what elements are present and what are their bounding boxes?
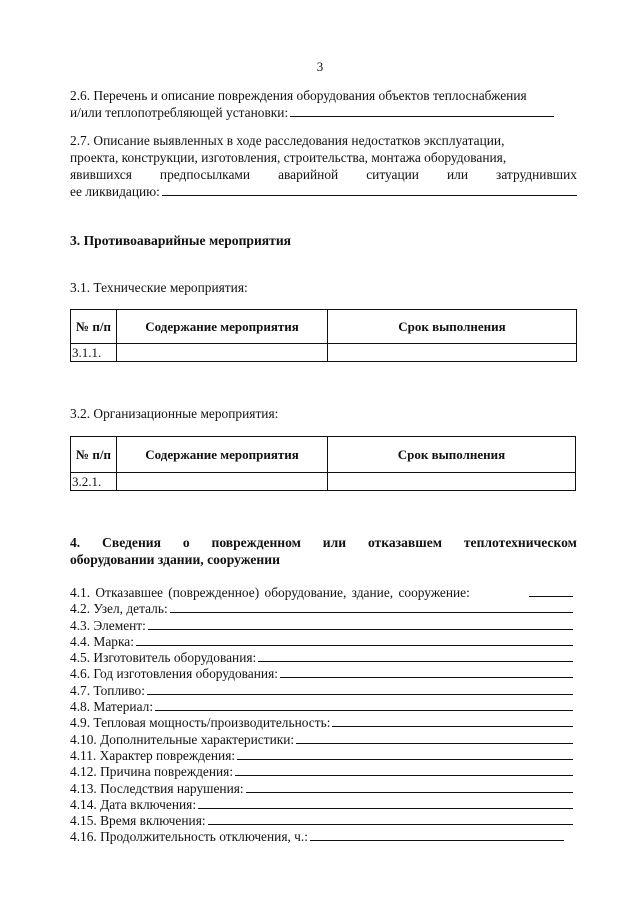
justified-word: или (322, 535, 347, 550)
field-item (70, 683, 573, 699)
section-3-heading: 3. Противоаварийные мероприятия (70, 233, 292, 248)
paragraph-line (70, 149, 577, 166)
field-label: 4.5. Изготовитель оборудования: (70, 650, 257, 666)
blank-fill-line[interactable] (170, 601, 573, 613)
paragraph-2-6 (70, 87, 577, 121)
field-label: 4.10. Дополнительные характеристики: (70, 731, 295, 747)
field-item (70, 748, 573, 764)
justified-word: отказавшем (367, 535, 443, 550)
header-content: Содержание мероприятия (117, 310, 328, 344)
paragraph-line-justified (70, 166, 577, 183)
row-content-cell[interactable] (117, 344, 328, 362)
heading-line: оборудовании здании, сооружении (70, 552, 280, 567)
row-content-cell[interactable] (117, 473, 328, 491)
paragraph-text: 2.6. Перечень и описание повреждения оборудования объектов теплоснабжения (70, 88, 527, 103)
paragraph-line (70, 87, 577, 104)
paragraph-text: ее ликвидацию: (70, 184, 160, 199)
field-label: 4.12. Причина повреждения: (70, 764, 234, 780)
table-row (71, 473, 576, 491)
row-deadline-cell[interactable] (328, 344, 577, 362)
equipment-fields-list (70, 585, 573, 846)
blank-fill-line[interactable] (198, 797, 573, 809)
field-item (70, 601, 573, 617)
paragraph-text: 2.7. Описание выявленных в ходе расследования недостатков эксплуатации, (70, 133, 505, 148)
justified-word: затруднивших (496, 167, 577, 182)
field-item (70, 797, 573, 813)
field-item (70, 732, 573, 748)
page-number: 3 (316, 59, 324, 74)
tech-measures-label: 3.1. Технические мероприятия: (70, 280, 248, 295)
paragraph-line (70, 183, 577, 200)
blank-fill-line[interactable] (147, 683, 573, 695)
justified-word: предпосылками (159, 167, 251, 182)
blank-fill-line[interactable] (258, 650, 573, 662)
field-label: 4.14. Дата включения: (70, 796, 197, 812)
row-number: 3.2.1. (71, 473, 117, 491)
blank-fill-line[interactable] (296, 732, 573, 744)
blank-fill-line[interactable] (310, 829, 564, 841)
section-4-heading (70, 534, 577, 568)
justified-word: явившихся (70, 167, 132, 182)
field-label: 4.9. Тепловая мощность/производительность: (70, 715, 331, 731)
blank-fill-line[interactable] (237, 748, 573, 760)
tech-measures-table (70, 309, 577, 362)
justified-word: поврежденном (211, 535, 301, 550)
blank-fill-line[interactable] (136, 634, 573, 646)
field-item (70, 699, 573, 715)
justified-word: ситуации (366, 167, 419, 182)
field-item (70, 764, 573, 780)
blank-fill-line[interactable] (148, 618, 573, 630)
org-measures-table (70, 436, 576, 491)
field-label: 4.7. Топливо: (70, 682, 145, 698)
field-label: 4.13. Последствия нарушения: (70, 780, 244, 796)
field-item (70, 715, 573, 731)
blank-fill-line[interactable] (529, 585, 573, 597)
justified-word: теплотехническом (463, 535, 577, 550)
blank-fill-line[interactable] (155, 699, 573, 711)
blank-fill-line[interactable] (235, 764, 573, 776)
blank-fill-line[interactable] (162, 183, 577, 196)
org-measures-label: 3.2. Организационные мероприятия: (70, 406, 279, 421)
field-label: 4.3. Элемент: (70, 617, 146, 633)
header-content: Содержание мероприятия (117, 437, 328, 473)
paragraph-2-7 (70, 132, 577, 200)
field-item (70, 813, 573, 829)
paragraph-text: и/или теплопотребляющей установки: (70, 105, 289, 120)
blank-fill-line[interactable] (208, 813, 573, 825)
field-item (70, 829, 564, 845)
justified-word: аварийной (278, 167, 339, 182)
heading-line-justified (70, 534, 577, 551)
field-item (70, 585, 573, 601)
justified-word: Сведения (102, 535, 161, 550)
field-label: 4.1. Отказавшее (поврежденное) оборудование, здание, сооружение: (70, 585, 470, 600)
table-header-row (71, 437, 576, 473)
justified-word: или (447, 167, 469, 182)
field-label: 4.16. Продолжительность отключения, ч.: (70, 829, 308, 845)
field-label: 4.6. Год изготовления оборудования: (70, 666, 278, 682)
blank-fill-line[interactable] (290, 104, 554, 117)
field-item (70, 650, 573, 666)
table-header-row (71, 310, 577, 344)
paragraph-line (70, 104, 554, 121)
field-label: 4.2. Узел, деталь: (70, 601, 168, 617)
table-row (71, 344, 577, 362)
header-deadline: Срок выполнения (328, 310, 577, 344)
field-label: 4.8. Материал: (70, 699, 154, 715)
row-number: 3.1.1. (71, 344, 117, 362)
paragraph-text: проекта, конструкции, изготовления, строительства, монтажа оборудования, (70, 150, 507, 165)
field-item (70, 618, 573, 634)
blank-fill-line[interactable] (280, 666, 573, 678)
field-item (70, 781, 573, 797)
row-deadline-cell[interactable] (328, 473, 576, 491)
field-label: 4.15. Время включения: (70, 813, 206, 829)
blank-fill-line[interactable] (332, 715, 573, 727)
header-number: № п/п (71, 437, 117, 473)
field-label: 4.4. Марка: (70, 633, 134, 649)
field-label: 4.11. Характер повреждения: (70, 747, 236, 763)
blank-fill-line[interactable] (246, 781, 573, 793)
justified-word: 4. (70, 535, 81, 550)
field-item (70, 666, 573, 682)
justified-word: о (182, 535, 190, 550)
paragraph-line (70, 132, 577, 149)
header-number: № п/п (71, 310, 117, 344)
field-item (70, 634, 573, 650)
header-deadline: Срок выполнения (328, 437, 576, 473)
